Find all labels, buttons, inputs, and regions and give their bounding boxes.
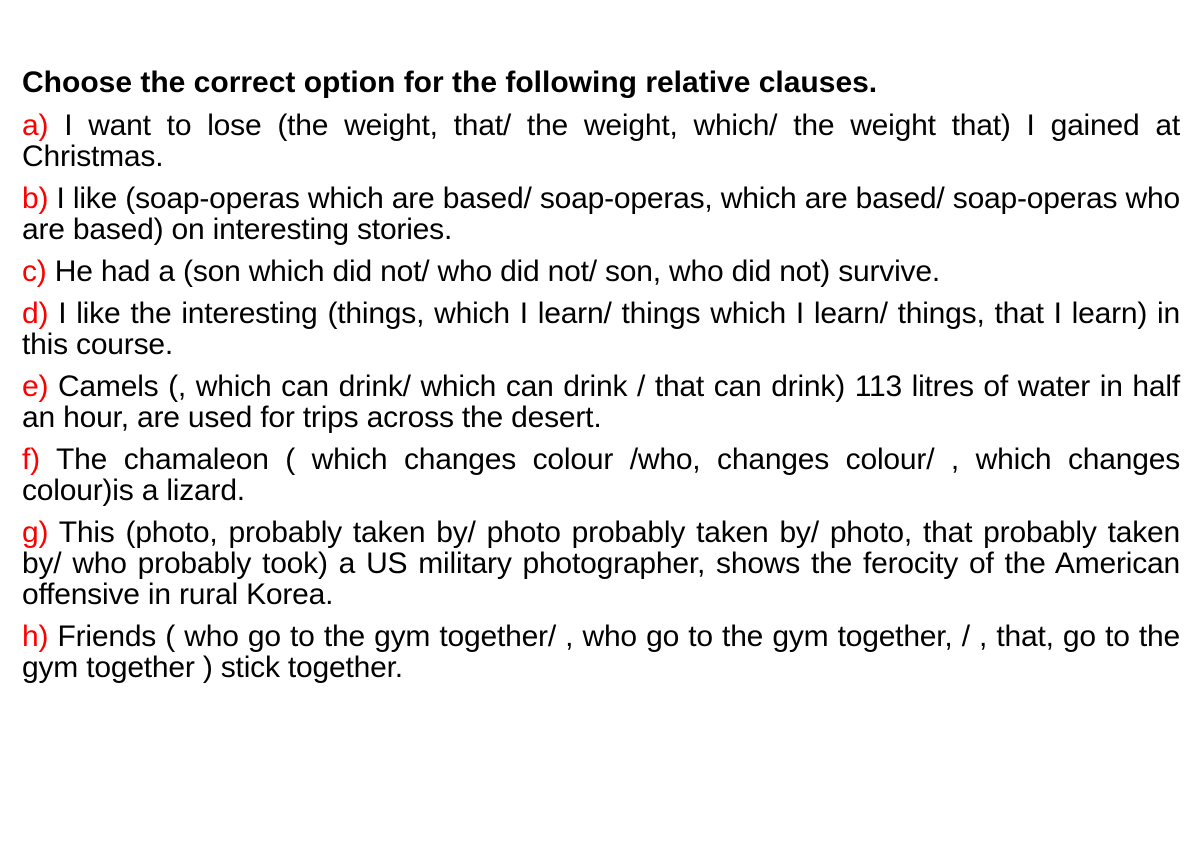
item-letter: f) (22, 443, 40, 476)
item-text: Friends ( who go to the gym together/ , who go to the gym together, / , that, go to the gym together ) stick together. (22, 620, 1180, 684)
item-text: He had a (son which did not/ who did not/ son, who did not) survive. (54, 255, 940, 288)
exercise-item-f (22, 444, 1180, 506)
exercise-item-h (22, 621, 1180, 683)
item-letter: h) (22, 620, 49, 653)
item-text: The chamaleon ( which changes colour /who, changes colour/ , which changes colour)is a lizard. (22, 443, 1181, 507)
item-letter: b) (22, 182, 49, 215)
exercise-item-a (22, 110, 1180, 172)
item-letter: c) (22, 255, 47, 288)
item-letter: g) (22, 516, 49, 549)
exercise-item-g (22, 517, 1180, 610)
exercise-title: Choose the correct option for the following relative clauses. (22, 66, 878, 99)
exercise-slide (22, 66, 1180, 694)
exercise-item-b (22, 183, 1180, 245)
item-letter: e) (22, 370, 49, 403)
exercise-item-e (22, 371, 1180, 433)
item-text: I like (soap-operas which are based/ soap-operas, which are based/ soap-operas who are based) on interesting stories. (22, 182, 1180, 246)
item-text: Camels (, which can drink/ which can drink / that can drink) 113 litres of water in half an hour, are used for trips across the desert. (22, 370, 1180, 434)
item-letter: d) (22, 297, 49, 330)
item-text: I want to lose (the weight, that/ the weight, which/ the weight that) I gained at Christmas. (22, 109, 1180, 173)
item-letter: a) (22, 109, 49, 142)
item-text: This (photo, probably taken by/ photo probably taken by/ photo, that probably taken by/ who probably took) a US military photographer, shows the ferocity of the American offensive in rural Korea. (22, 516, 1181, 611)
exercise-item-d (22, 298, 1180, 360)
exercise-item-c (22, 256, 1180, 287)
item-text: I like the interesting (things, which I learn/ things which I learn/ things, that I learn) in this course. (22, 297, 1180, 361)
